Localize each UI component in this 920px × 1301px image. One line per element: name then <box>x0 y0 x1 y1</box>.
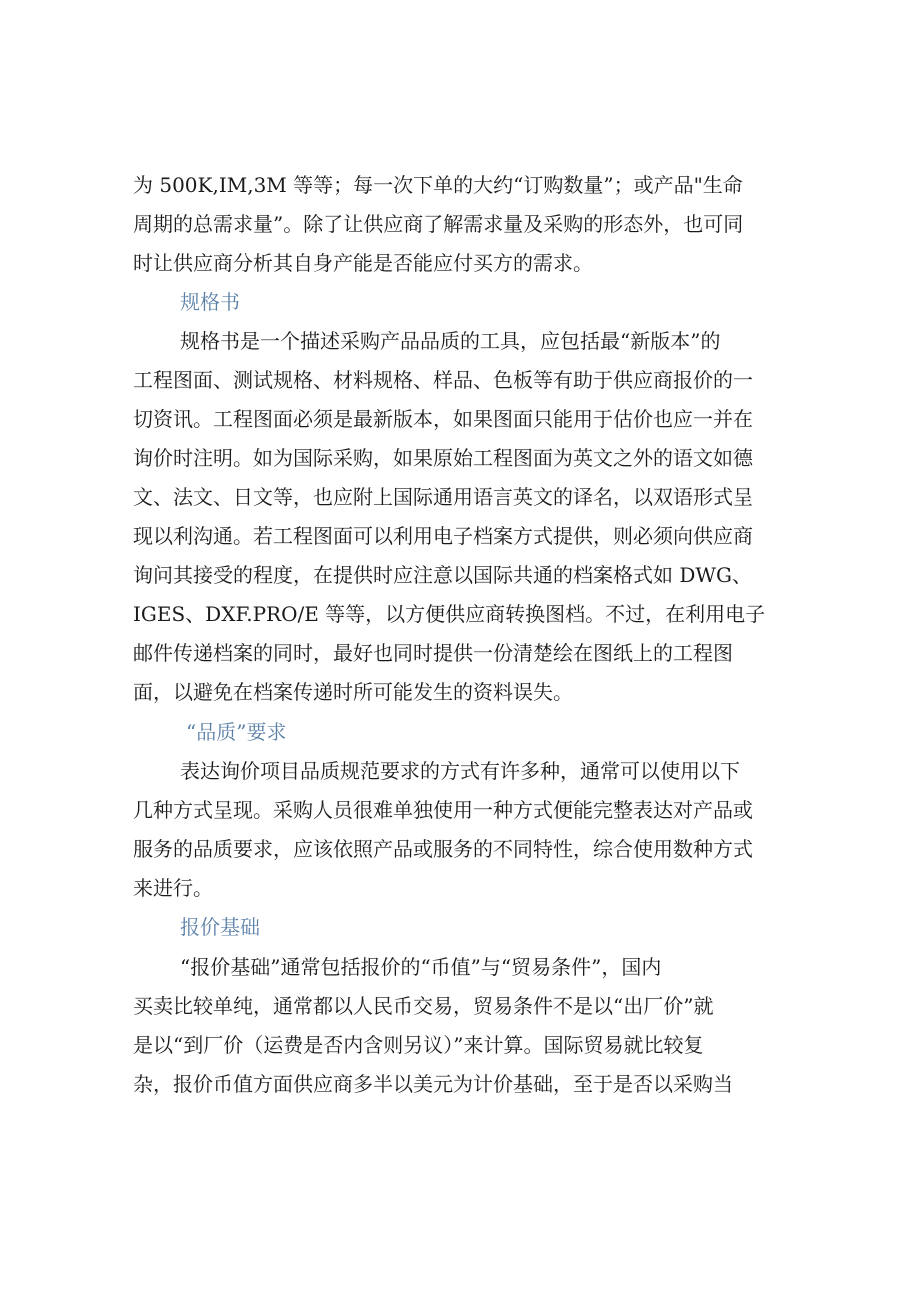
section-heading-spec: 规格书 <box>180 290 240 314</box>
paragraph-line: 周期的总需求量”。除了让供应商了解需求量及采购的形态外，也可同 <box>133 212 744 236</box>
paragraph-line: 是以“到厂价（运费是否内含则另议）”来计算。国际贸易就比较复 <box>133 1033 704 1057</box>
paragraph-line: 现以利沟通。若工程图面可以利用电子档案方式提供，则必须向供应商 <box>133 524 753 548</box>
section-heading-quote-basis: 报价基础 <box>180 915 260 939</box>
paragraph-line: 规格书是一个描述采购产品品质的工具，应包括最“新版本”的 <box>180 329 721 353</box>
paragraph-line: 杂，报价币值方面供应商多半以美元为计价基础，至于是否以采购当 <box>133 1072 733 1096</box>
paragraph-line: 时让供应商分析其自身产能是否能应付买方的需求。 <box>133 251 593 275</box>
paragraph-line: 文、法文、日文等，也应附上国际通用语言英文的译名，以双语形式呈 <box>133 485 753 509</box>
paragraph-line: 买卖比较单纯，通常都以人民币交易，贸易条件不是以“出厂价”就 <box>133 994 714 1018</box>
paragraph-line: 来进行。 <box>133 876 213 900</box>
section-heading-quality: “品质”要求 <box>186 720 287 744</box>
paragraph-line: 切资讯。工程图面必须是最新版本，如果图面只能用于估价也应一并在 <box>133 407 753 431</box>
paragraph-line: 询问其接受的程度，在提供时应注意以国际共通的档案格式如 DWG、 <box>133 563 752 587</box>
paragraph-line: 工程图面、测试规格、材料规格、样品、色板等有助于供应商报价的一 <box>133 368 753 392</box>
paragraph-line: 为 500K,IM,3M 等等；每一次下单的大约“订购数量”；或产品"生命 <box>133 173 743 197</box>
paragraph-line: 几种方式呈现。采购人员很难单独使用一种方式便能完整表达对产品或 <box>133 798 753 822</box>
paragraph-line: 面，以避免在档案传递时所可能发生的资料误失。 <box>133 680 573 704</box>
paragraph-line: 服务的品质要求，应该依照产品或服务的不同特性，综合使用数种方式 <box>133 837 753 861</box>
paragraph-line: 询价时注明。如为国际采购，如果原始工程图面为英文之外的语文如德 <box>133 446 753 470</box>
paragraph-line: 邮件传递档案的同时，最好也同时提供一份清楚绘在图纸上的工程图 <box>133 641 733 665</box>
paragraph-line: “报价基础”通常包括报价的“币值”与“贸易条件”，国内 <box>180 955 662 979</box>
paragraph-line: IGES、DXF.PRO/E 等等，以方便供应商转换图档。不过，在利用电子 <box>133 602 766 626</box>
paragraph-line: 表达询价项目品质规范要求的方式有许多种，通常可以使用以下 <box>180 759 740 783</box>
